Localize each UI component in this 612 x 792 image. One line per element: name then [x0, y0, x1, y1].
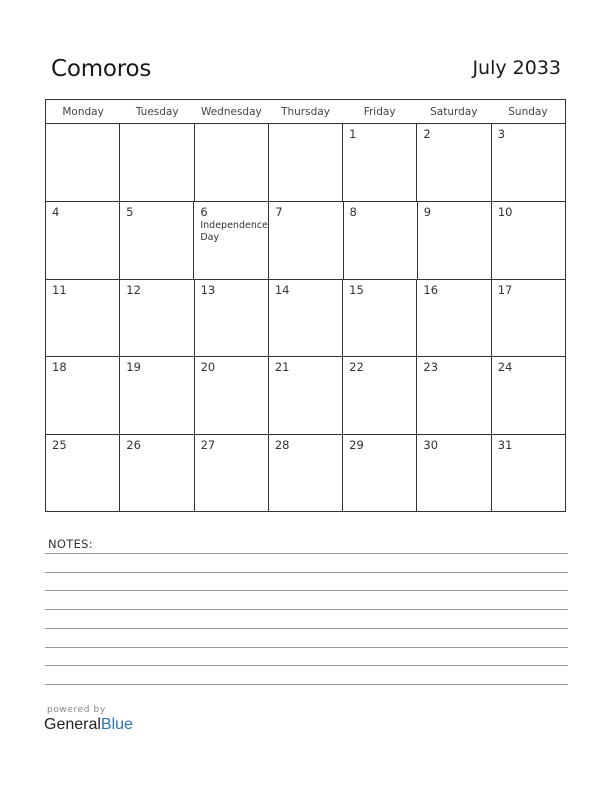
- note-line: [45, 609, 568, 610]
- day-cell: [195, 357, 269, 434]
- day-number: 19: [126, 360, 141, 375]
- weekday-header: Wednesday: [200, 106, 262, 118]
- day-number: 14: [274, 282, 290, 297]
- day-cell: [343, 124, 417, 201]
- day-cell: [417, 124, 491, 201]
- week-row: [46, 124, 565, 202]
- day-cell: [195, 280, 269, 357]
- week-row: [46, 357, 565, 435]
- weekday-header: Monday: [62, 106, 104, 118]
- day-cell: [343, 357, 417, 434]
- month-year-title: July 2033: [472, 57, 561, 79]
- day-cell: [120, 202, 194, 279]
- day-cell: [195, 124, 269, 201]
- day-number: 3: [497, 127, 506, 141]
- day-number: 16: [423, 282, 439, 297]
- day-number: 22: [349, 360, 364, 375]
- day-cell: [269, 202, 343, 279]
- day-number: 28: [274, 438, 290, 453]
- country-title: Comoros: [51, 56, 152, 82]
- day-cell: [195, 435, 269, 512]
- day-cell: [120, 280, 194, 357]
- day-cell: [46, 124, 120, 201]
- day-number: 5: [126, 204, 134, 219]
- day-number: 15: [349, 282, 364, 297]
- note-line: [45, 590, 568, 591]
- day-number: 20: [200, 360, 216, 375]
- day-number: 12: [126, 282, 141, 297]
- day-cell: [492, 124, 565, 201]
- day-number: 24: [497, 360, 513, 375]
- day-number: 8: [349, 204, 357, 219]
- day-number: 25: [52, 438, 67, 453]
- day-number: 21: [274, 360, 290, 375]
- day-cell: [492, 280, 565, 357]
- week-row: [46, 435, 565, 512]
- brand-general: General: [44, 716, 101, 733]
- note-line: [45, 665, 568, 666]
- day-cell: [492, 357, 565, 434]
- day-cell: [417, 280, 491, 357]
- day-number: 10: [497, 204, 513, 219]
- day-cell: [46, 435, 120, 512]
- day-cell: [120, 124, 194, 201]
- day-cell: [269, 124, 343, 201]
- day-number: 26: [126, 438, 141, 453]
- generalblue-logo: [44, 716, 133, 734]
- day-cell: [269, 357, 343, 434]
- day-cell: [120, 357, 194, 434]
- holiday-label: Independence Day: [200, 219, 268, 243]
- day-number: 18: [52, 360, 67, 375]
- day-number: 11: [52, 282, 67, 297]
- notes-label: NOTES:: [48, 537, 93, 551]
- day-number: 31: [497, 438, 513, 453]
- day-number: 7: [275, 204, 283, 219]
- day-number: 23: [423, 360, 439, 375]
- weeks-container: [46, 124, 565, 512]
- day-cell: [344, 202, 418, 279]
- weekday-header: Thursday: [281, 106, 330, 118]
- day-cell: [418, 202, 492, 279]
- day-cell: [46, 357, 120, 434]
- day-number: 4: [52, 204, 60, 219]
- day-number: 13: [200, 282, 216, 297]
- day-cell: [343, 280, 417, 357]
- day-cell: [417, 435, 491, 512]
- day-cell: [46, 280, 120, 357]
- day-number: 1: [349, 127, 357, 141]
- weekday-header: Sunday: [508, 106, 548, 118]
- day-cell: [492, 202, 565, 279]
- day-number: 2: [423, 127, 431, 141]
- day-cell: [269, 280, 343, 357]
- note-line: [45, 572, 568, 573]
- day-cell: [343, 435, 417, 512]
- week-row: [46, 280, 565, 358]
- note-line: [45, 553, 568, 554]
- day-number: 27: [200, 438, 216, 453]
- brand-blue: Blue: [100, 716, 133, 733]
- day-cell: [417, 357, 491, 434]
- day-cell: [46, 202, 120, 279]
- day-number: 17: [497, 282, 513, 297]
- day-number: 9: [423, 204, 432, 219]
- powered-by-text: powered by: [47, 705, 106, 715]
- week-row: [46, 202, 565, 280]
- calendar-grid: [45, 99, 566, 512]
- note-line: [45, 628, 568, 629]
- weekday-header-row: [46, 100, 565, 124]
- day-number: 29: [349, 438, 364, 453]
- day-cell: [120, 435, 194, 512]
- weekday-header: Tuesday: [135, 106, 179, 118]
- weekday-header: Friday: [363, 106, 396, 118]
- day-number: 30: [423, 438, 439, 453]
- day-cell: [269, 435, 343, 512]
- day-number: 6: [200, 204, 208, 219]
- weekday-header: Saturday: [430, 106, 478, 118]
- day-cell: [194, 202, 269, 279]
- note-line: [45, 684, 568, 685]
- day-cell: [492, 435, 565, 512]
- note-line: [45, 647, 568, 648]
